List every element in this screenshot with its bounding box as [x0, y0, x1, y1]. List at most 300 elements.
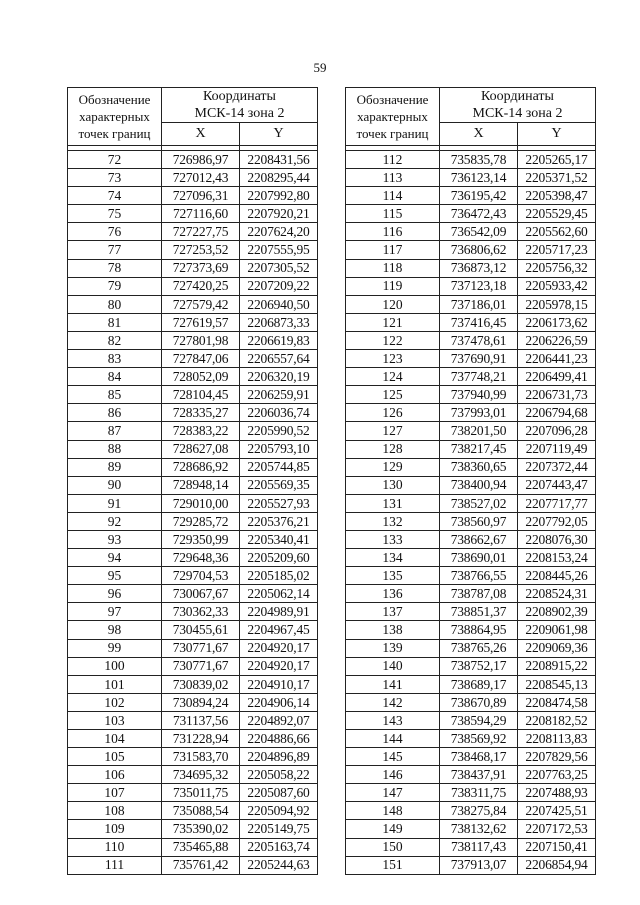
table-row — [68, 277, 318, 295]
y-coordinate-cell: 2205793,10 — [240, 440, 318, 458]
y-coordinate-cell: 2207488,93 — [518, 784, 596, 802]
x-coordinate-cell: 728948,14 — [162, 476, 240, 494]
point-number-cell: 90 — [68, 476, 162, 494]
point-number-cell: 98 — [68, 621, 162, 639]
table-row — [346, 856, 596, 874]
point-number-cell: 140 — [346, 657, 440, 675]
x-coordinate-cell: 737913,07 — [440, 856, 518, 874]
point-label-line: Обозначение — [356, 92, 429, 107]
point-number-cell: 81 — [68, 313, 162, 331]
x-coordinate-cell: 730839,02 — [162, 675, 240, 693]
point-number-cell: 111 — [68, 856, 162, 874]
x-coordinate-cell: 738690,01 — [440, 549, 518, 567]
point-number-cell: 133 — [346, 530, 440, 548]
point-number-cell: 82 — [68, 331, 162, 349]
point-number-cell: 128 — [346, 440, 440, 458]
x-coordinate-cell: 729648,36 — [162, 549, 240, 567]
point-number-cell: 86 — [68, 404, 162, 422]
table-row — [346, 748, 596, 766]
table-row — [346, 241, 596, 259]
y-coordinate-cell: 2209061,98 — [518, 621, 596, 639]
point-number-cell: 136 — [346, 585, 440, 603]
x-coordinate-cell: 738560,97 — [440, 512, 518, 530]
x-coordinate-cell: 737123,18 — [440, 277, 518, 295]
table-row — [68, 404, 318, 422]
y-coordinate-cell: 2206854,94 — [518, 856, 596, 874]
x-coordinate-cell: 738275,84 — [440, 802, 518, 820]
table-row — [346, 766, 596, 784]
coordinates-table-left — [67, 87, 318, 875]
y-coordinate-cell: 2206731,73 — [518, 386, 596, 404]
y-coordinate-cell: 2208915,22 — [518, 657, 596, 675]
point-number-cell: 93 — [68, 530, 162, 548]
y-coordinate-cell: 2208431,56 — [240, 151, 318, 169]
coordinates-title-line: МСК-14 зона 2 — [194, 106, 285, 121]
y-coordinate-cell: 2206873,33 — [240, 313, 318, 331]
y-coordinate-cell: 2206557,64 — [240, 350, 318, 368]
table-row — [346, 151, 596, 169]
table-row — [346, 711, 596, 729]
point-number-cell: 95 — [68, 567, 162, 585]
y-coordinate-cell: 2204886,66 — [240, 730, 318, 748]
x-coordinate-cell: 731137,56 — [162, 711, 240, 729]
point-number-cell: 76 — [68, 223, 162, 241]
x-coordinate-cell: 738670,89 — [440, 693, 518, 711]
x-coordinate-cell: 736123,14 — [440, 169, 518, 187]
x-coordinate-cell: 737940,99 — [440, 386, 518, 404]
y-coordinate-cell: 2206320,19 — [240, 368, 318, 386]
x-coordinate-cell: 738662,67 — [440, 530, 518, 548]
table-row — [68, 838, 318, 856]
x-coordinate-cell: 730455,61 — [162, 621, 240, 639]
table-row — [346, 657, 596, 675]
y-coordinate-cell: 2206940,50 — [240, 295, 318, 313]
table-row — [346, 422, 596, 440]
table-row — [346, 838, 596, 856]
table-row — [346, 169, 596, 187]
y-coordinate-cell: 2207096,28 — [518, 422, 596, 440]
y-coordinate-cell: 2205185,02 — [240, 567, 318, 585]
x-coordinate-cell: 738787,08 — [440, 585, 518, 603]
x-coordinate-cell: 738311,75 — [440, 784, 518, 802]
y-coordinate-cell: 2205058,22 — [240, 766, 318, 784]
x-coordinate-cell: 737690,91 — [440, 350, 518, 368]
y-coordinate-cell: 2208445,26 — [518, 567, 596, 585]
y-coordinate-cell: 2207425,51 — [518, 802, 596, 820]
table-row — [68, 350, 318, 368]
point-number-cell: 73 — [68, 169, 162, 187]
x-coordinate-cell: 737748,21 — [440, 368, 518, 386]
table-row — [346, 512, 596, 530]
y-coordinate-cell: 2207555,95 — [240, 241, 318, 259]
table-row — [68, 295, 318, 313]
x-coordinate-cell: 735465,88 — [162, 838, 240, 856]
y-coordinate-cell: 2207717,77 — [518, 494, 596, 512]
point-number-cell: 92 — [68, 512, 162, 530]
point-number-cell: 78 — [68, 259, 162, 277]
point-number-cell: 115 — [346, 205, 440, 223]
y-coordinate-cell: 2206173,62 — [518, 313, 596, 331]
point-number-cell: 106 — [68, 766, 162, 784]
y-coordinate-cell: 2207829,56 — [518, 748, 596, 766]
table-row — [68, 856, 318, 874]
table-row — [346, 585, 596, 603]
x-coordinate-cell: 727579,42 — [162, 295, 240, 313]
table-row — [346, 331, 596, 349]
table-row — [346, 567, 596, 585]
x-coordinate-cell: 736195,42 — [440, 187, 518, 205]
x-coordinate-cell: 738400,94 — [440, 476, 518, 494]
y-coordinate-cell: 2205209,60 — [240, 549, 318, 567]
x-coordinate-cell: 727420,25 — [162, 277, 240, 295]
point-number-cell: 137 — [346, 603, 440, 621]
table-row — [346, 494, 596, 512]
y-coordinate-cell: 2205562,60 — [518, 223, 596, 241]
table-row — [68, 205, 318, 223]
x-coordinate-cell: 738217,45 — [440, 440, 518, 458]
y-coordinate-cell: 2206794,68 — [518, 404, 596, 422]
x-coordinate-cell: 736806,62 — [440, 241, 518, 259]
point-number-cell: 91 — [68, 494, 162, 512]
table-row — [346, 549, 596, 567]
coordinates-table-right — [345, 87, 596, 875]
coordinates-title-line: МСК-14 зона 2 — [472, 106, 563, 121]
x-coordinate-cell: 735835,78 — [440, 151, 518, 169]
table-row — [346, 802, 596, 820]
point-number-cell: 104 — [68, 730, 162, 748]
x-coordinate-cell: 729010,00 — [162, 494, 240, 512]
y-coordinate-cell: 2205744,85 — [240, 458, 318, 476]
point-number-cell: 119 — [346, 277, 440, 295]
point-number-cell: 145 — [346, 748, 440, 766]
x-coordinate-cell: 729285,72 — [162, 512, 240, 530]
x-coordinate-cell: 728104,45 — [162, 386, 240, 404]
point-number-cell: 103 — [68, 711, 162, 729]
x-coordinate-cell: 727801,98 — [162, 331, 240, 349]
table-row — [68, 549, 318, 567]
table-row — [346, 530, 596, 548]
y-coordinate-cell: 2204910,17 — [240, 675, 318, 693]
y-coordinate-cell: 2205244,63 — [240, 856, 318, 874]
y-coordinate-cell: 2207372,44 — [518, 458, 596, 476]
point-number-cell: 94 — [68, 549, 162, 567]
table-row — [346, 404, 596, 422]
y-coordinate-cell: 2204967,45 — [240, 621, 318, 639]
x-coordinate-cell: 727619,57 — [162, 313, 240, 331]
table-row — [346, 693, 596, 711]
x-coordinate-cell: 738117,43 — [440, 838, 518, 856]
coordinates-group-header — [162, 88, 318, 123]
table-row — [68, 494, 318, 512]
x-coordinate-cell: 738752,17 — [440, 657, 518, 675]
point-number-cell: 114 — [346, 187, 440, 205]
y-coordinate-cell: 2205717,23 — [518, 241, 596, 259]
x-coordinate-cell: 738468,17 — [440, 748, 518, 766]
point-number-cell: 139 — [346, 639, 440, 657]
table-row — [346, 730, 596, 748]
point-number-cell: 132 — [346, 512, 440, 530]
point-number-cell: 147 — [346, 784, 440, 802]
table-row — [346, 440, 596, 458]
y-coordinate-cell: 2206259,91 — [240, 386, 318, 404]
coordinates-group-header — [440, 88, 596, 123]
x-coordinate-cell: 738689,17 — [440, 675, 518, 693]
point-number-cell: 142 — [346, 693, 440, 711]
x-coordinate-cell: 728627,08 — [162, 440, 240, 458]
point-number-cell: 127 — [346, 422, 440, 440]
point-number-cell: 123 — [346, 350, 440, 368]
x-coordinate-cell: 736472,43 — [440, 205, 518, 223]
point-number-cell: 84 — [68, 368, 162, 386]
y-coordinate-cell: 2205569,35 — [240, 476, 318, 494]
x-coordinate-cell: 728686,92 — [162, 458, 240, 476]
point-number-cell: 112 — [346, 151, 440, 169]
y-coordinate-cell: 2205149,75 — [240, 820, 318, 838]
table-row — [68, 639, 318, 657]
x-coordinate-cell: 738132,62 — [440, 820, 518, 838]
table-row — [68, 603, 318, 621]
x-coordinate-cell: 728335,27 — [162, 404, 240, 422]
y-coordinate-cell: 2208113,83 — [518, 730, 596, 748]
x-coordinate-cell: 738851,37 — [440, 603, 518, 621]
point-number-cell: 124 — [346, 368, 440, 386]
right-table-body — [346, 146, 596, 875]
y-coordinate-cell: 2205527,93 — [240, 494, 318, 512]
table-row — [346, 205, 596, 223]
point-number-cell: 135 — [346, 567, 440, 585]
point-number-cell: 138 — [346, 621, 440, 639]
point-number-cell: 75 — [68, 205, 162, 223]
x-coordinate-cell: 727227,75 — [162, 223, 240, 241]
table-row — [68, 331, 318, 349]
table-row — [346, 368, 596, 386]
table-row — [68, 567, 318, 585]
coordinates-title-line: Координаты — [203, 89, 276, 104]
x-coordinate-cell: 738594,29 — [440, 711, 518, 729]
point-number-cell: 151 — [346, 856, 440, 874]
y-coordinate-cell: 2208182,52 — [518, 711, 596, 729]
y-coordinate-cell: 2204896,89 — [240, 748, 318, 766]
y-coordinate-cell: 2204920,17 — [240, 657, 318, 675]
point-number-cell: 99 — [68, 639, 162, 657]
x-coordinate-cell: 735088,54 — [162, 802, 240, 820]
y-coordinate-cell: 2205529,45 — [518, 205, 596, 223]
point-number-cell: 87 — [68, 422, 162, 440]
point-number-cell: 101 — [68, 675, 162, 693]
x-coordinate-cell: 730771,67 — [162, 639, 240, 657]
x-coordinate-cell: 730067,67 — [162, 585, 240, 603]
x-coordinate-cell: 737416,45 — [440, 313, 518, 331]
point-number-cell: 130 — [346, 476, 440, 494]
table-row — [68, 820, 318, 838]
y-coordinate-cell: 2205163,74 — [240, 838, 318, 856]
point-number-cell: 107 — [68, 784, 162, 802]
y-coordinate-cell: 2207305,52 — [240, 259, 318, 277]
table-row — [68, 693, 318, 711]
y-coordinate-cell: 2204920,17 — [240, 639, 318, 657]
table-row — [346, 675, 596, 693]
y-coordinate-cell: 2206226,59 — [518, 331, 596, 349]
point-number-cell: 118 — [346, 259, 440, 277]
y-coordinate-cell: 2207443,47 — [518, 476, 596, 494]
point-number-cell: 117 — [346, 241, 440, 259]
point-number-cell: 77 — [68, 241, 162, 259]
table-row — [346, 820, 596, 838]
x-coordinate-cell: 737478,61 — [440, 331, 518, 349]
table-row — [68, 458, 318, 476]
table-row — [346, 313, 596, 331]
y-coordinate-cell: 2206499,41 — [518, 368, 596, 386]
x-coordinate-cell: 726986,97 — [162, 151, 240, 169]
point-number-cell: 146 — [346, 766, 440, 784]
x-coordinate-cell: 730771,67 — [162, 657, 240, 675]
table-row — [68, 386, 318, 404]
x-coordinate-cell: 735011,75 — [162, 784, 240, 802]
page-number: 59 — [313, 60, 327, 75]
y-coordinate-cell: 2204892,07 — [240, 711, 318, 729]
x-coordinate-cell: 731228,94 — [162, 730, 240, 748]
y-column-header: Y — [240, 123, 318, 146]
y-coordinate-cell: 2208524,31 — [518, 585, 596, 603]
point-number-cell: 149 — [346, 820, 440, 838]
table-row — [68, 766, 318, 784]
left-table-body — [68, 146, 318, 875]
table-row — [346, 621, 596, 639]
x-column-header: X — [162, 123, 240, 146]
x-coordinate-cell: 737993,01 — [440, 404, 518, 422]
point-number-cell: 150 — [346, 838, 440, 856]
point-number-cell: 88 — [68, 440, 162, 458]
x-coordinate-cell: 738201,50 — [440, 422, 518, 440]
x-coordinate-cell: 738437,91 — [440, 766, 518, 784]
y-coordinate-cell: 2207920,21 — [240, 205, 318, 223]
y-coordinate-cell: 2207172,53 — [518, 820, 596, 838]
y-coordinate-cell: 2208153,24 — [518, 549, 596, 567]
x-coordinate-cell: 727253,52 — [162, 241, 240, 259]
y-coordinate-cell: 2208076,30 — [518, 530, 596, 548]
table-row — [346, 639, 596, 657]
table-row — [346, 784, 596, 802]
table-row — [68, 802, 318, 820]
x-coordinate-cell: 735390,02 — [162, 820, 240, 838]
x-coordinate-cell: 738766,55 — [440, 567, 518, 585]
table-row — [346, 295, 596, 313]
x-coordinate-cell: 728052,09 — [162, 368, 240, 386]
coordinates-title-line: Координаты — [481, 89, 554, 104]
table-row — [68, 657, 318, 675]
point-number-cell: 96 — [68, 585, 162, 603]
table-row — [68, 512, 318, 530]
point-number-cell: 113 — [346, 169, 440, 187]
y-coordinate-cell: 2208545,13 — [518, 675, 596, 693]
table-row — [68, 476, 318, 494]
y-coordinate-cell: 2208902,39 — [518, 603, 596, 621]
x-coordinate-cell: 727116,60 — [162, 205, 240, 223]
point-number-cell: 143 — [346, 711, 440, 729]
x-column-header: X — [440, 123, 518, 146]
y-coordinate-cell: 2206036,74 — [240, 404, 318, 422]
table-row — [346, 259, 596, 277]
x-coordinate-cell: 738765,26 — [440, 639, 518, 657]
table-row — [346, 458, 596, 476]
table-row — [68, 187, 318, 205]
table-row — [68, 169, 318, 187]
table-row — [68, 530, 318, 548]
point-number-cell: 126 — [346, 404, 440, 422]
table-row — [68, 784, 318, 802]
point-number-cell: 79 — [68, 277, 162, 295]
point-number-cell: 108 — [68, 802, 162, 820]
y-coordinate-cell: 2205340,41 — [240, 530, 318, 548]
x-coordinate-cell: 727847,06 — [162, 350, 240, 368]
table-row — [68, 368, 318, 386]
table-row — [68, 422, 318, 440]
point-label-line: Обозначение — [78, 92, 151, 107]
x-coordinate-cell: 727373,69 — [162, 259, 240, 277]
point-number-cell: 100 — [68, 657, 162, 675]
point-label-line: точек границ — [356, 126, 429, 141]
point-number-cell: 80 — [68, 295, 162, 313]
table-row — [68, 259, 318, 277]
point-label-line: точек границ — [78, 126, 151, 141]
x-coordinate-cell: 737186,01 — [440, 295, 518, 313]
y-coordinate-cell: 2207119,49 — [518, 440, 596, 458]
point-number-cell: 144 — [346, 730, 440, 748]
point-number-cell: 141 — [346, 675, 440, 693]
x-coordinate-cell: 727096,31 — [162, 187, 240, 205]
x-coordinate-cell: 738569,92 — [440, 730, 518, 748]
x-coordinate-cell: 730362,33 — [162, 603, 240, 621]
x-coordinate-cell: 728383,22 — [162, 422, 240, 440]
y-coordinate-cell: 2206619,83 — [240, 331, 318, 349]
table-row — [68, 621, 318, 639]
y-coordinate-cell: 2205933,42 — [518, 277, 596, 295]
y-coordinate-cell: 2205265,17 — [518, 151, 596, 169]
x-coordinate-cell: 738864,95 — [440, 621, 518, 639]
point-number-cell: 109 — [68, 820, 162, 838]
table-row — [68, 585, 318, 603]
point-number-cell: 110 — [68, 838, 162, 856]
y-coordinate-cell: 2204989,91 — [240, 603, 318, 621]
table-row — [68, 313, 318, 331]
y-coordinate-cell: 2205990,52 — [240, 422, 318, 440]
table-row — [346, 386, 596, 404]
x-coordinate-cell: 730894,24 — [162, 693, 240, 711]
point-label-header — [68, 88, 162, 146]
table-row — [346, 187, 596, 205]
point-number-cell: 148 — [346, 802, 440, 820]
x-coordinate-cell: 736873,12 — [440, 259, 518, 277]
x-coordinate-cell: 727012,43 — [162, 169, 240, 187]
y-coordinate-cell: 2205062,14 — [240, 585, 318, 603]
table-row — [68, 241, 318, 259]
table-row — [68, 711, 318, 729]
table-row — [68, 223, 318, 241]
x-coordinate-cell: 735761,42 — [162, 856, 240, 874]
y-coordinate-cell: 2207624,20 — [240, 223, 318, 241]
point-number-cell: 74 — [68, 187, 162, 205]
table-row — [68, 675, 318, 693]
point-number-cell: 89 — [68, 458, 162, 476]
table-row — [346, 350, 596, 368]
y-coordinate-cell: 2205087,60 — [240, 784, 318, 802]
table-row — [68, 730, 318, 748]
y-coordinate-cell: 2205094,92 — [240, 802, 318, 820]
x-coordinate-cell: 738527,02 — [440, 494, 518, 512]
table-row — [346, 603, 596, 621]
x-coordinate-cell: 738360,65 — [440, 458, 518, 476]
point-number-cell: 102 — [68, 693, 162, 711]
